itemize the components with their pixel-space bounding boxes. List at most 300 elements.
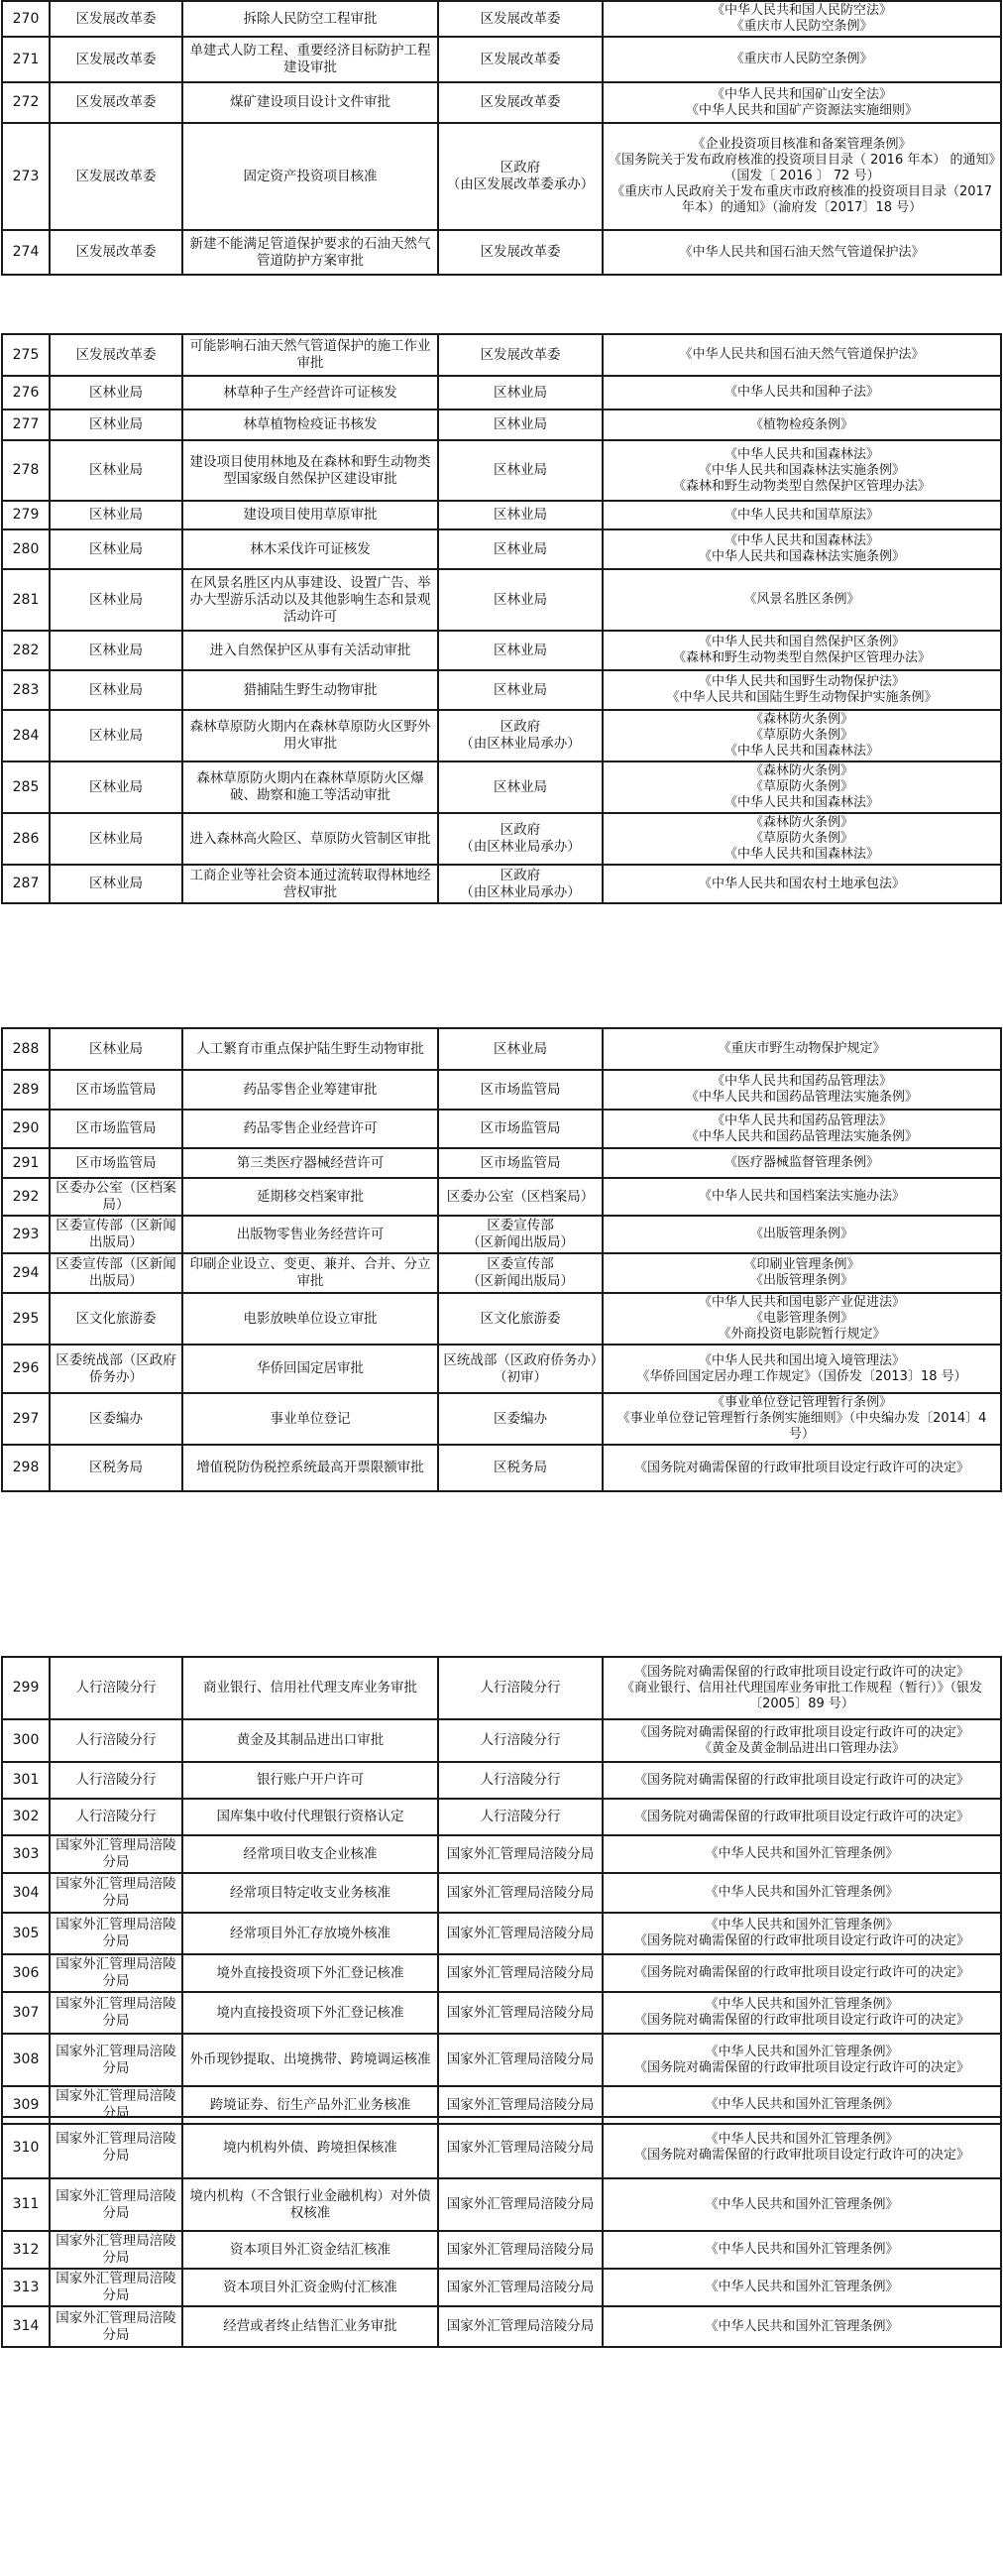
approval-authority bbox=[438, 1070, 603, 1110]
item-number: 288 bbox=[2, 1028, 50, 1070]
legal-basis-entry: 《医疗器械监督管理条例》 bbox=[724, 1155, 879, 1170]
item-number: 272 bbox=[2, 82, 50, 123]
legal-basis-entry: 《中华人民共和国外汇管理条例》 bbox=[705, 2242, 899, 2257]
table-row bbox=[2, 670, 1001, 710]
approval-authority-line: 区林业局 bbox=[494, 462, 547, 478]
legal-basis-entry: 《中华人民共和国石油天然气管道保护法》 bbox=[679, 347, 925, 362]
legal-basis bbox=[603, 813, 1001, 865]
legal-basis-entry: 《事业单位登记管理暂行条例》 bbox=[711, 1395, 892, 1410]
approval-authority-line: 区林业局 bbox=[494, 540, 547, 557]
approval-authority-line: 区发展改革委 bbox=[480, 94, 561, 110]
implementing-department: 区林业局 bbox=[50, 376, 182, 410]
table-row bbox=[2, 123, 1001, 230]
implementing-department: 区委统战部（区政府侨务办） bbox=[50, 1345, 182, 1393]
item-number: 310 bbox=[2, 2117, 50, 2178]
approval-authority-line: 国家外汇管理局涪陵分局 bbox=[446, 2096, 595, 2113]
implementing-department: 国家外汇管理局涪陵分局 bbox=[50, 2086, 182, 2124]
item-number: 276 bbox=[2, 376, 50, 410]
approval-authority-line: 区林业局 bbox=[494, 681, 547, 698]
legal-basis-entry: 《中华人民共和国森林法》 bbox=[724, 533, 879, 548]
item-number: 287 bbox=[2, 865, 50, 903]
item-number: 282 bbox=[2, 631, 50, 670]
legal-basis-entry: 《外商投资电影院暂行规定》 bbox=[718, 1327, 886, 1342]
legal-basis bbox=[603, 1393, 1001, 1445]
approval-item-name: 经营或者终止结售汇业务审批 bbox=[182, 2306, 438, 2347]
legal-basis bbox=[603, 1293, 1001, 1345]
approval-item-name: 第三类医疗器械经营许可 bbox=[182, 1148, 438, 1178]
legal-basis bbox=[603, 1028, 1001, 1070]
legal-basis bbox=[603, 2269, 1001, 2306]
item-number: 311 bbox=[2, 2178, 50, 2231]
table-row bbox=[2, 1445, 1001, 1491]
approval-authority bbox=[438, 82, 603, 123]
approval-authority bbox=[438, 1719, 603, 1762]
item-number: 301 bbox=[2, 1762, 50, 1799]
approval-item-name: 林草植物检疫证书核发 bbox=[182, 410, 438, 440]
implementing-department: 人行涪陵分行 bbox=[50, 1657, 182, 1719]
implementing-department: 区发展改革委 bbox=[50, 1, 182, 37]
approval-item-name: 药品零售企业筹建审批 bbox=[182, 1070, 438, 1110]
legal-basis bbox=[603, 230, 1001, 275]
approval-item-name: 可能影响石油天然气管道保护的施工作业审批 bbox=[182, 334, 438, 376]
approval-authority-line: 区税务局 bbox=[494, 1460, 547, 1475]
approval-authority-line: 人行涪陵分行 bbox=[480, 1732, 561, 1748]
approval-authority-line: 区市场监管局 bbox=[480, 1154, 561, 1171]
approval-authority bbox=[438, 631, 603, 670]
item-number: 273 bbox=[2, 123, 50, 230]
legal-basis-entry: 《中华人民共和国药品管理法实施条例》 bbox=[685, 1128, 918, 1144]
implementing-department: 国家外汇管理局涪陵分局 bbox=[50, 1913, 182, 1954]
legal-basis-entry: 《中华人民共和国外汇管理条例》 bbox=[705, 2044, 899, 2059]
implementing-department: 区税务局 bbox=[50, 1445, 182, 1491]
table-row bbox=[2, 1719, 1001, 1762]
legal-basis-entry: 《重庆市野生动物保护规定》 bbox=[718, 1041, 886, 1056]
legal-basis-entry: 《重庆市人民防空条例》 bbox=[730, 19, 873, 34]
approval-authority-line: 区林业局 bbox=[494, 778, 547, 795]
table-row bbox=[2, 1913, 1001, 1954]
item-number: 281 bbox=[2, 569, 50, 631]
approval-item-name: 建设项目使用林地及在森林和野生动物类型国家级自然保护区建设审批 bbox=[182, 440, 438, 501]
approval-item-name: 进入自然保护区从事有关活动审批 bbox=[182, 631, 438, 670]
table-row bbox=[2, 37, 1001, 82]
approval-authority-line: 国家外汇管理局涪陵分局 bbox=[446, 2051, 595, 2067]
implementing-department: 国家外汇管理局涪陵分局 bbox=[50, 1954, 182, 1992]
legal-basis-entry: 《中华人民共和国外汇管理条例》 bbox=[705, 2196, 899, 2212]
legal-basis-entry: 《森林和野生动物类型自然保护区管理办法》 bbox=[672, 478, 931, 494]
approval-authority bbox=[438, 1216, 603, 1253]
legal-basis-entry: 《中华人民共和国外汇管理条例》 bbox=[705, 1885, 899, 1900]
approval-item-name: 药品零售企业经营许可 bbox=[182, 1110, 438, 1148]
approval-authority-line: 区委办公室（区档案局） bbox=[446, 1188, 595, 1205]
implementing-department: 区发展改革委 bbox=[50, 123, 182, 230]
item-number: 303 bbox=[2, 1835, 50, 1873]
approval-item-name: 森林草原防火期内在森林草原防火区爆破、勘察和施工等活动审批 bbox=[182, 761, 438, 813]
approval-authority bbox=[438, 1954, 603, 1992]
legal-basis-entry: 《中华人民共和国种子法》 bbox=[724, 385, 879, 400]
approval-item-name: 人工繁育市重点保护陆生野生动物审批 bbox=[182, 1028, 438, 1070]
legal-basis bbox=[603, 1110, 1001, 1148]
approval-authority-line: 人行涪陵分行 bbox=[480, 1680, 561, 1696]
approval-authority bbox=[438, 1445, 603, 1491]
legal-basis bbox=[603, 1913, 1001, 1954]
table-row bbox=[2, 865, 1001, 903]
legal-basis bbox=[603, 376, 1001, 410]
implementing-department: 区发展改革委 bbox=[50, 37, 182, 82]
approval-authority bbox=[438, 1293, 603, 1345]
table-row bbox=[2, 2306, 1001, 2347]
table-row bbox=[2, 82, 1001, 123]
implementing-department: 区发展改革委 bbox=[50, 82, 182, 123]
approval-authority bbox=[438, 2269, 603, 2306]
approval-authority-line: 人行涪陵分行 bbox=[480, 1772, 561, 1788]
legal-basis bbox=[603, 410, 1001, 440]
approval-authority-line: 区政府 bbox=[500, 160, 541, 176]
legal-basis-entry: 《中华人民共和国档案法实施办法》 bbox=[698, 1189, 905, 1204]
approval-authority-line: 区统战部（区政府侨务办）（初审） bbox=[443, 1351, 598, 1385]
table-row bbox=[2, 2178, 1001, 2231]
approval-authority-line: （由区林业局承办） bbox=[460, 736, 581, 752]
legal-basis-entry: 《印刷业管理条例》 bbox=[743, 1257, 860, 1272]
legal-basis bbox=[603, 2178, 1001, 2231]
approval-authority-line: 区发展改革委 bbox=[480, 51, 561, 67]
approval-item-name: 猎捕陆生野生动物审批 bbox=[182, 670, 438, 710]
approval-authority-line: （区新闻出版局） bbox=[467, 1234, 574, 1250]
legal-basis bbox=[603, 569, 1001, 631]
approval-item-name: 经常项目收支企业核准 bbox=[182, 1835, 438, 1873]
legal-basis-entry: 《国务院对确需保留的行政审批项目设定行政许可的决定》 bbox=[633, 2148, 969, 2163]
legal-basis-entry: 《中华人民共和国森林法实施条例》 bbox=[698, 462, 905, 478]
legal-basis bbox=[603, 501, 1001, 529]
approval-authority bbox=[438, 865, 603, 903]
approval-authority bbox=[438, 1799, 603, 1835]
legal-basis-entry: 《中华人民共和国外汇管理条例》 bbox=[705, 1918, 899, 1932]
approval-table-section bbox=[1, 1027, 1002, 1492]
approval-authority-line: 区政府 bbox=[500, 822, 541, 838]
item-number: 313 bbox=[2, 2269, 50, 2306]
item-number: 305 bbox=[2, 1913, 50, 1954]
approval-authority bbox=[438, 1393, 603, 1445]
implementing-department: 区委宣传部（区新闻出版局） bbox=[50, 1253, 182, 1293]
table-row bbox=[2, 1799, 1001, 1835]
legal-basis-entry: 《国务院对确需保留的行政审批项目设定行政许可的决定》 bbox=[633, 1933, 969, 1948]
approval-authority-line: 国家外汇管理局涪陵分局 bbox=[446, 1884, 595, 1901]
legal-basis bbox=[603, 1992, 1001, 2034]
approval-authority-line: 区市场监管局 bbox=[480, 1081, 561, 1098]
legal-basis-entry: 《国务院对确需保留的行政审批项目设定行政许可的决定》 bbox=[633, 1664, 969, 1680]
legal-basis-entry: 《中华人民共和国外汇管理条例》 bbox=[705, 2097, 899, 2112]
item-number: 297 bbox=[2, 1393, 50, 1445]
legal-basis-entry: 《中华人民共和国矿产资源法实施细则》 bbox=[685, 102, 918, 118]
approval-authority bbox=[438, 1028, 603, 1070]
approval-authority-line: 国家外汇管理局涪陵分局 bbox=[446, 1925, 595, 1941]
approval-authority bbox=[438, 1873, 603, 1913]
item-number: 304 bbox=[2, 1873, 50, 1913]
approval-authority-line: 区委宣传部 bbox=[487, 1256, 554, 1272]
legal-basis-entry: 《中华人民共和国森林法实施条例》 bbox=[698, 549, 905, 564]
approval-authority-line: 区文化旅游委 bbox=[480, 1310, 561, 1327]
approval-authority bbox=[438, 670, 603, 710]
legal-basis-entry: 《中华人民共和国石油天然气管道保护法》 bbox=[679, 244, 925, 260]
legal-basis bbox=[603, 2117, 1001, 2178]
approval-item-name: 森林草原防火期内在森林草原防火区野外用火审批 bbox=[182, 710, 438, 761]
approval-item-name: 拆除人民防空工程审批 bbox=[182, 1, 438, 37]
table-row bbox=[2, 334, 1001, 376]
approval-authority-line: 区市场监管局 bbox=[480, 1120, 561, 1136]
item-number: 309 bbox=[2, 2086, 50, 2124]
implementing-department: 区委宣传部（区新闻出版局） bbox=[50, 1216, 182, 1253]
approval-authority bbox=[438, 569, 603, 631]
approval-authority bbox=[438, 1992, 603, 2034]
legal-basis-entry: 《中华人民共和国农村土地承包法》 bbox=[698, 876, 905, 891]
legal-basis-entry: 《中华人民共和国药品管理法》 bbox=[711, 1074, 892, 1089]
implementing-department: 区委编办 bbox=[50, 1393, 182, 1445]
approval-authority bbox=[438, 1253, 603, 1293]
table-row bbox=[2, 813, 1001, 865]
table-row bbox=[2, 501, 1001, 529]
legal-basis-entry: 《中华人民共和国自然保护区条例》 bbox=[698, 635, 905, 649]
approval-authority-line: （由区林业局承办） bbox=[460, 883, 581, 900]
legal-basis-entry: 《国务院关于发布政府核准的投资项目目录（ 2016 年本） 的通知》（国发〔 2016 〕 72 号） bbox=[609, 153, 995, 183]
table-row bbox=[2, 1835, 1001, 1873]
approval-authority-line: 国家外汇管理局涪陵分局 bbox=[446, 2241, 595, 2258]
legal-basis-entry: 《重庆市人民政府关于发布重庆市政府核准的投资项目目录（2017 年本）的通知》（渝府发〔2017〕18 号） bbox=[611, 184, 993, 215]
legal-basis-entry: 《国务院对确需保留的行政审批项目设定行政许可的决定》 bbox=[633, 1809, 969, 1824]
table-row bbox=[2, 710, 1001, 761]
implementing-department: 区林业局 bbox=[50, 1028, 182, 1070]
legal-basis bbox=[603, 1835, 1001, 1873]
approval-item-name: 资本项目外汇资金结汇核准 bbox=[182, 2231, 438, 2269]
approval-item-name: 电影放映单位设立审批 bbox=[182, 1293, 438, 1345]
item-number: 277 bbox=[2, 410, 50, 440]
table-row bbox=[2, 1, 1001, 37]
table-row bbox=[2, 2034, 1001, 2086]
approval-item-name: 境内机构（不含银行业金融机构）对外债权核准 bbox=[182, 2178, 438, 2231]
item-number: 307 bbox=[2, 1992, 50, 2034]
legal-basis bbox=[603, 1148, 1001, 1178]
implementing-department: 国家外汇管理局涪陵分局 bbox=[50, 1992, 182, 2034]
legal-basis-entry: 《国务院对确需保留的行政审批项目设定行政许可的决定》 bbox=[633, 2013, 969, 2028]
legal-basis bbox=[603, 1719, 1001, 1762]
table-row bbox=[2, 1148, 1001, 1178]
legal-basis bbox=[603, 631, 1001, 670]
table-row bbox=[2, 1954, 1001, 1992]
approval-authority-line: 国家外汇管理局涪陵分局 bbox=[446, 2004, 595, 2021]
table-row bbox=[2, 761, 1001, 813]
legal-basis-entry: 《事业单位登记管理暂行条例实施细则》（中央编办发〔2014〕4 号） bbox=[616, 1411, 987, 1442]
approval-item-name: 境外直接投资项下外汇登记核准 bbox=[182, 1954, 438, 1992]
approval-authority bbox=[438, 813, 603, 865]
implementing-department: 区林业局 bbox=[50, 761, 182, 813]
implementing-department: 区林业局 bbox=[50, 529, 182, 569]
implementing-department: 区林业局 bbox=[50, 501, 182, 529]
approval-authority bbox=[438, 2231, 603, 2269]
table-row bbox=[2, 1873, 1001, 1913]
legal-basis-entry: 《出版管理条例》 bbox=[749, 1273, 853, 1288]
legal-basis bbox=[603, 670, 1001, 710]
approval-authority bbox=[438, 1657, 603, 1719]
approval-item-name: 境内机构外债、跨境担保核准 bbox=[182, 2117, 438, 2178]
approval-table-section bbox=[1, 1656, 1002, 2125]
legal-basis-entry: 《商业银行、信用社代理国库业务审批工作规程（暂行）》（银发〔2005〕89 号） bbox=[620, 1680, 982, 1711]
legal-basis bbox=[603, 1873, 1001, 1913]
item-number: 299 bbox=[2, 1657, 50, 1719]
approval-authority bbox=[438, 1345, 603, 1393]
approval-item-name: 境内直接投资项下外汇登记核准 bbox=[182, 1992, 438, 2034]
implementing-department: 区林业局 bbox=[50, 440, 182, 501]
item-number: 312 bbox=[2, 2231, 50, 2269]
approval-authority bbox=[438, 1762, 603, 1799]
approval-authority bbox=[438, 501, 603, 529]
legal-basis bbox=[603, 1253, 1001, 1293]
legal-basis-entry: 《企业投资项目核准和备案管理条例》 bbox=[692, 137, 912, 152]
approval-authority bbox=[438, 334, 603, 376]
approval-item-name: 外币现钞提取、出境携带、跨境调运核准 bbox=[182, 2034, 438, 2086]
item-number: 306 bbox=[2, 1954, 50, 1992]
approval-authority-line: 区林业局 bbox=[494, 642, 547, 658]
approval-item-name: 资本项目外汇资金购付汇核准 bbox=[182, 2269, 438, 2306]
approval-authority-line: （由区林业局承办） bbox=[460, 839, 581, 855]
legal-basis-entry: 《黄金及黄金制品进出口管理办法》 bbox=[698, 1740, 905, 1756]
item-number: 284 bbox=[2, 710, 50, 761]
legal-basis bbox=[603, 1070, 1001, 1110]
implementing-department: 国家外汇管理局涪陵分局 bbox=[50, 2034, 182, 2086]
table-row bbox=[2, 230, 1001, 275]
approval-authority bbox=[438, 2306, 603, 2347]
table-row bbox=[2, 1110, 1001, 1148]
approval-item-name: 工商企业等社会资本通过流转取得林地经营权审批 bbox=[182, 865, 438, 903]
legal-basis-entry: 《中华人民共和国森林法》 bbox=[724, 795, 879, 810]
implementing-department: 区市场监管局 bbox=[50, 1110, 182, 1148]
approval-authority bbox=[438, 1835, 603, 1873]
implementing-department: 国家外汇管理局涪陵分局 bbox=[50, 2117, 182, 2178]
legal-basis bbox=[603, 440, 1001, 501]
table-row bbox=[2, 1393, 1001, 1445]
implementing-department: 国家外汇管理局涪陵分局 bbox=[50, 1873, 182, 1913]
legal-basis-entry: 《中华人民共和国森林法》 bbox=[724, 744, 879, 759]
item-number: 283 bbox=[2, 670, 50, 710]
approval-authority bbox=[438, 2034, 603, 2086]
legal-basis-entry: 《重庆市人民防空条例》 bbox=[730, 52, 873, 66]
item-number: 286 bbox=[2, 813, 50, 865]
implementing-department: 区林业局 bbox=[50, 865, 182, 903]
approval-item-name: 经常项目特定收支业务核准 bbox=[182, 1873, 438, 1913]
table-row bbox=[2, 440, 1001, 501]
implementing-department: 人行涪陵分行 bbox=[50, 1799, 182, 1835]
implementing-department: 国家外汇管理局涪陵分局 bbox=[50, 2269, 182, 2306]
approval-authority-line: 区发展改革委 bbox=[480, 346, 561, 363]
approval-authority bbox=[438, 230, 603, 275]
approval-authority-line: 区林业局 bbox=[494, 591, 547, 608]
implementing-department: 区委办公室（区档案局） bbox=[50, 1178, 182, 1216]
item-number: 279 bbox=[2, 501, 50, 529]
approval-authority bbox=[438, 440, 603, 501]
approval-authority-line: 区发展改革委 bbox=[480, 244, 561, 260]
table-row bbox=[2, 1657, 1001, 1719]
implementing-department: 区林业局 bbox=[50, 710, 182, 761]
approval-item-name: 林木采伐许可证核发 bbox=[182, 529, 438, 569]
approval-authority-line: 区政府 bbox=[500, 867, 541, 883]
item-number: 300 bbox=[2, 1719, 50, 1762]
approval-authority bbox=[438, 761, 603, 813]
approval-item-name: 银行账户开户许可 bbox=[182, 1762, 438, 1799]
legal-basis-entry: 《植物检疫条例》 bbox=[749, 416, 853, 432]
legal-basis bbox=[603, 1445, 1001, 1491]
table-row bbox=[2, 1253, 1001, 1293]
approval-authority bbox=[438, 37, 603, 82]
approval-authority bbox=[438, 1148, 603, 1178]
table-row bbox=[2, 2117, 1001, 2178]
approval-authority-line: 国家外汇管理局涪陵分局 bbox=[446, 2139, 595, 2156]
item-number: 275 bbox=[2, 334, 50, 376]
approval-authority-line: 国家外汇管理局涪陵分局 bbox=[446, 1845, 595, 1862]
legal-basis bbox=[603, 865, 1001, 903]
item-number: 294 bbox=[2, 1253, 50, 1293]
item-number: 295 bbox=[2, 1293, 50, 1345]
legal-basis-entry: 《中华人民共和国陆生野生动物保护实施条例》 bbox=[666, 690, 938, 705]
item-number: 293 bbox=[2, 1216, 50, 1253]
table-row bbox=[2, 410, 1001, 440]
approval-authority bbox=[438, 710, 603, 761]
item-number: 308 bbox=[2, 2034, 50, 2086]
table-row bbox=[2, 569, 1001, 631]
approval-item-name: 新建不能满足管道保护要求的石油天然气管道防护方案审批 bbox=[182, 230, 438, 275]
approval-authority bbox=[438, 2117, 603, 2178]
legal-basis bbox=[603, 529, 1001, 569]
legal-basis-entry: 《中华人民共和国电影产业促进法》 bbox=[698, 1295, 905, 1310]
legal-basis-entry: 《中华人民共和国矿山安全法》 bbox=[711, 86, 892, 102]
legal-basis bbox=[603, 37, 1001, 82]
approval-authority bbox=[438, 1178, 603, 1216]
item-number: 291 bbox=[2, 1148, 50, 1178]
approval-authority bbox=[438, 410, 603, 440]
implementing-department: 区发展改革委 bbox=[50, 334, 182, 376]
legal-basis-entry: 《中华人民共和国外汇管理条例》 bbox=[705, 2132, 899, 2147]
legal-basis-entry: 《国务院对确需保留的行政审批项目设定行政许可的决定》 bbox=[633, 1724, 969, 1740]
item-number: 271 bbox=[2, 37, 50, 82]
legal-basis-entry: 《国务院对确需保留的行政审批项目设定行政许可的决定》 bbox=[633, 1965, 969, 1980]
item-number: 298 bbox=[2, 1445, 50, 1491]
approval-table-section bbox=[1, 2116, 1002, 2348]
legal-basis-entry: 《国务院对确需保留的行政审批项目设定行政许可的决定》 bbox=[633, 1772, 969, 1788]
legal-basis-entry: 《华侨回国定居办理工作规定》（国侨发〔2013〕18 号） bbox=[636, 1368, 967, 1384]
approval-authority bbox=[438, 529, 603, 569]
item-number: 302 bbox=[2, 1799, 50, 1835]
legal-basis-entry: 《草原防火条例》 bbox=[749, 831, 853, 846]
item-number: 289 bbox=[2, 1070, 50, 1110]
legal-basis-entry: 《中华人民共和国外汇管理条例》 bbox=[705, 1997, 899, 2012]
approval-item-name: 延期移交档案审批 bbox=[182, 1178, 438, 1216]
approval-authority-line: 区林业局 bbox=[494, 416, 547, 432]
approval-authority bbox=[438, 1913, 603, 1954]
implementing-department: 国家外汇管理局涪陵分局 bbox=[50, 2306, 182, 2347]
item-number: 314 bbox=[2, 2306, 50, 2347]
approval-authority bbox=[438, 1, 603, 37]
implementing-department: 国家外汇管理局涪陵分局 bbox=[50, 2231, 182, 2269]
legal-basis bbox=[603, 1178, 1001, 1216]
legal-basis bbox=[603, 1762, 1001, 1799]
legal-basis-entry: 《草原防火条例》 bbox=[749, 779, 853, 794]
legal-basis-entry: 《中华人民共和国草原法》 bbox=[724, 507, 879, 523]
legal-basis bbox=[603, 2306, 1001, 2347]
approval-table-section bbox=[1, 0, 1002, 276]
approval-authority bbox=[438, 123, 603, 230]
implementing-department: 区林业局 bbox=[50, 670, 182, 710]
approval-item-name: 出版物零售业务经营许可 bbox=[182, 1216, 438, 1253]
approval-authority-line: 国家外汇管理局涪陵分局 bbox=[446, 2196, 595, 2212]
legal-basis-entry: 《国务院对确需保留的行政审批项目设定行政许可的决定》 bbox=[633, 1460, 969, 1475]
legal-basis bbox=[603, 1954, 1001, 1992]
approval-item-name: 单建式人防工程、重要经济目标防护工程建设审批 bbox=[182, 37, 438, 82]
